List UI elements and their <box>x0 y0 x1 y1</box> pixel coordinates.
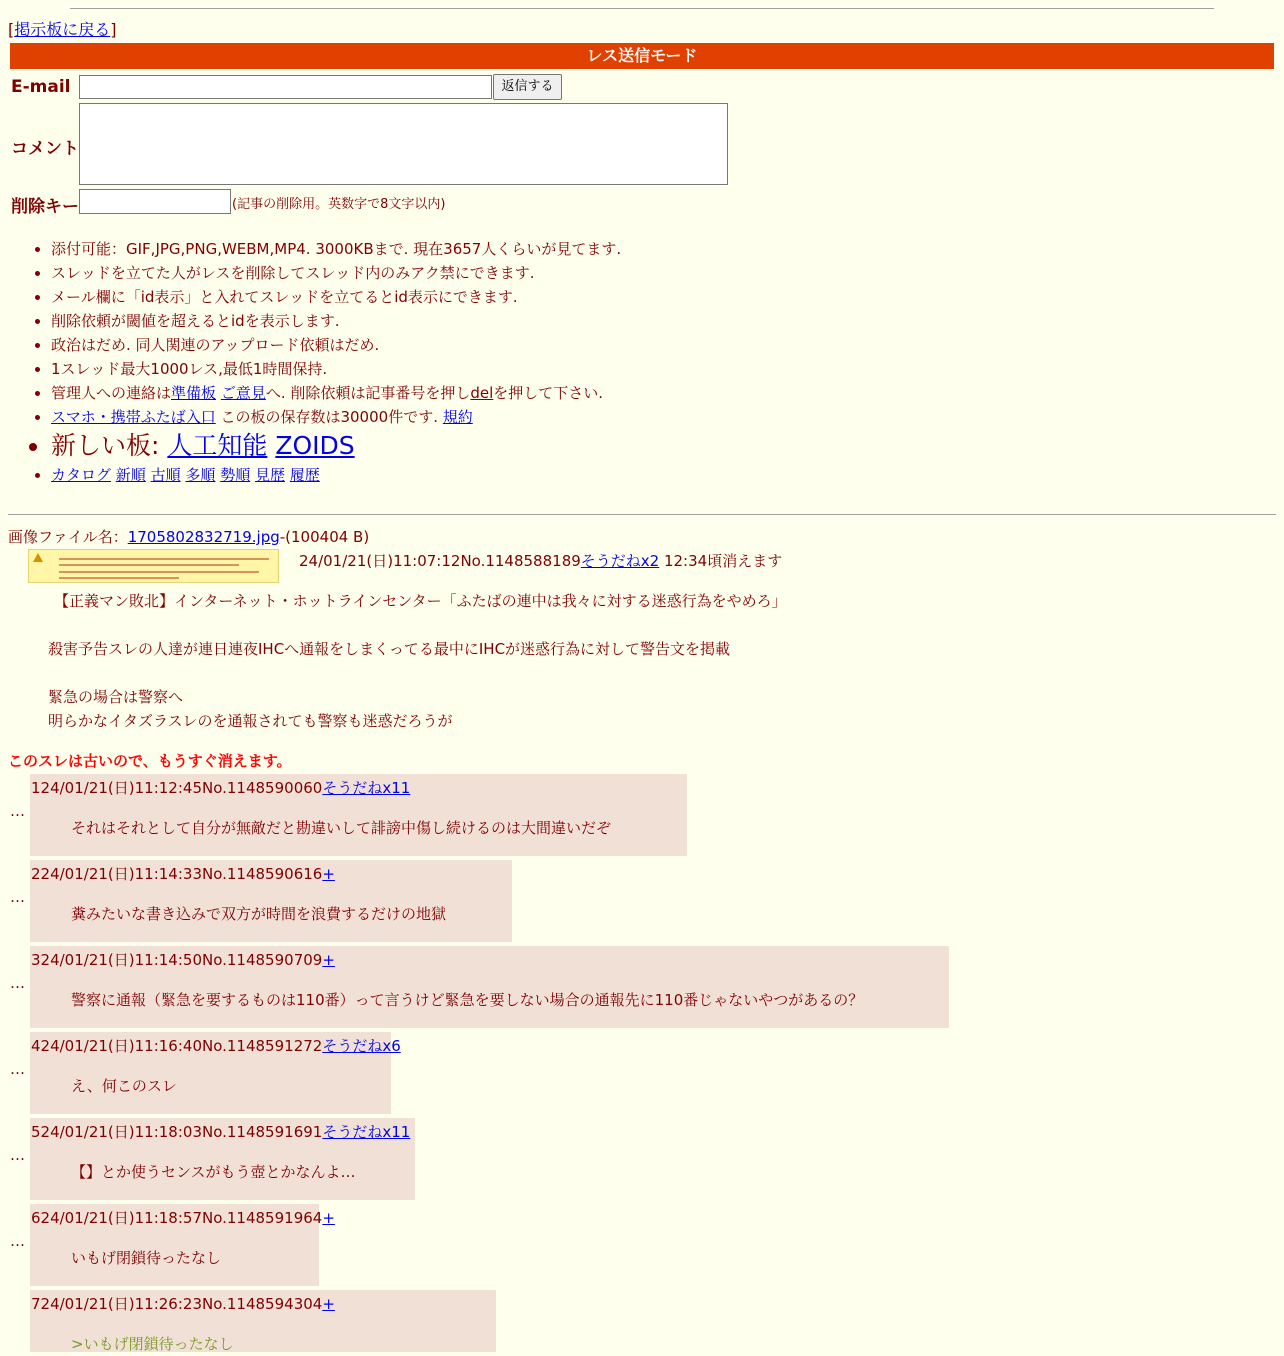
reply-meta[interactable]: 424/01/21(日)11:16:40No.1148591272 <box>31 1037 323 1055</box>
bracket-close: ] <box>110 20 117 39</box>
note-attach: • 添付可能：GIF,JPG,PNG,WEBM,MP4. 3000KBまで. 現在3657人くらいが見てます. <box>51 237 621 261</box>
reply-text: 【】とか使うセンスがもう壺とかなんよ… <box>71 1163 356 1181</box>
reply-sodane-link[interactable]: + <box>322 865 335 883</box>
rules-link[interactable]: 規約 <box>442 408 473 426</box>
op-line <box>48 613 781 637</box>
op-thumbnail[interactable] <box>28 549 279 583</box>
op-line: 【正義マン敗北】インターネット・ホットラインセンター「ふたばの連中は我々に対する迷惑行為をやめろ」 <box>54 592 787 610</box>
op-expire: 12:34頃消えます <box>659 552 783 570</box>
warning-icon <box>33 553 43 562</box>
op-meta <box>299 549 782 573</box>
reply-post <box>30 774 687 856</box>
email-input[interactable] <box>79 75 492 99</box>
reply-dots: … <box>10 802 25 820</box>
sort-many-link[interactable]: 多順 <box>185 466 216 484</box>
op-file-link[interactable]: 1705802832719.jpg <box>127 528 280 546</box>
email-label: E-mail <box>11 77 71 97</box>
reply-post <box>30 1204 335 1286</box>
reply-meta[interactable]: 524/01/21(日)11:18:03No.1148591691 <box>31 1123 323 1141</box>
thread-expiring-notice: このスレは古いので、もうすぐ消えます。 <box>8 752 292 770</box>
reply-quote-text: >いもげ閉鎖待ったなし <box>71 1335 234 1353</box>
back-to-board-link[interactable]: 掲示板に戻る <box>14 20 111 39</box>
reply-post <box>30 1032 401 1114</box>
note-politics: • 政治はだめ. 同人関連のアップロード依頼はだめ. <box>51 333 621 357</box>
sort-old-link[interactable]: 古順 <box>150 466 181 484</box>
history-link[interactable]: 履歴 <box>289 466 320 484</box>
comment-textarea[interactable] <box>79 103 728 185</box>
note-thread-limit: • 1スレッド最大1000レス,最低1時間保持. <box>51 357 621 381</box>
catalog-link[interactable]: カタログ <box>51 466 112 484</box>
back-row <box>8 19 117 41</box>
op-line: 明らかなイタズラスレのを通報されても警察も迷惑だろうが <box>48 712 453 730</box>
mobile-entrance-link[interactable]: スマホ・携帯ふたば入口 <box>51 408 216 426</box>
op-datetime-no[interactable]: 24/01/21(日)11:07:12No.1148588189 <box>299 552 581 570</box>
reply-post <box>30 1290 496 1352</box>
note-id-threshold: • 削除依頼が閾値を超えるとidを表示します. <box>51 309 621 333</box>
thread-divider <box>8 514 1276 515</box>
reply-meta[interactable]: 224/01/21(日)11:14:33No.1148590616 <box>31 865 323 883</box>
reply-dots: … <box>10 1146 25 1164</box>
reply-dots: … <box>10 974 25 992</box>
delete-key-label: 削除キー <box>11 197 79 217</box>
comment-label: コメント <box>11 139 79 159</box>
reply-dots: … <box>10 1232 25 1250</box>
note-id-display: • メール欄に「id表示」と入れてスレッドを立てるとid表示にできます. <box>51 285 621 309</box>
opinion-link[interactable]: ご意見 <box>220 384 266 402</box>
op-line: 緊急の場合は警察へ <box>48 688 184 706</box>
bracket-open: [ <box>8 20 15 39</box>
reply-sodane-link[interactable]: そうだねx6 <box>322 1037 401 1055</box>
view-history-link[interactable]: 見歴 <box>254 466 285 484</box>
zoids-board-link[interactable]: ZOIDS <box>275 431 355 460</box>
thumb-text-line <box>59 558 269 560</box>
note-nav <box>51 463 621 487</box>
op-sodane-link[interactable]: そうだねx2 <box>580 552 660 570</box>
note-thread-ban: • スレッドを立てた人がレスを削除してスレッド内のみアク禁にできます. <box>51 261 621 285</box>
reply-dots: … <box>10 1060 25 1078</box>
reply-sodane-link[interactable]: そうだねx11 <box>322 1123 411 1141</box>
reply-dots: … <box>10 888 25 906</box>
ai-board-link[interactable]: 人工知能 <box>167 431 268 460</box>
reply-post <box>30 946 949 1028</box>
op-body <box>48 589 787 733</box>
sort-new-link[interactable]: 新順 <box>115 466 146 484</box>
top-divider <box>70 8 1214 9</box>
reply-text: 警察に通報（緊急を要するものは110番）って言うけど緊急を要しない場合の通報先に110番じゃないやつがあるの？ <box>71 991 864 1009</box>
thumb-text-line <box>59 571 259 573</box>
thumb-text-line <box>59 564 239 566</box>
op-file-line: 画像ファイル名：1705802832719.jpg-(100404 B) <box>8 528 370 546</box>
del-label: del <box>470 384 494 402</box>
reply-text: それはそれとして自分が無敵だと勘違いして誹謗中傷し続けるのは大間違いだぞ <box>71 819 612 837</box>
reply-text: え、何このスレ <box>71 1077 177 1095</box>
delete-key-note: (記事の削除用。英数字で8文字以内) <box>232 197 446 212</box>
reply-meta[interactable]: 624/01/21(日)11:18:57No.1148591964 <box>31 1209 323 1227</box>
note-mobile: • スマホ・携帯ふたば入口 この板の保存数は30000件です. 規約 <box>51 405 621 429</box>
thumb-text-line <box>59 577 179 579</box>
reply-text: いもげ閉鎖待ったなし <box>71 1249 222 1267</box>
note-contact: • 管理人への連絡は準備板 ご意見へ. 削除依頼は記事番号を押しdelを押して下さい. <box>51 381 621 405</box>
reply-meta[interactable]: 724/01/21(日)11:26:23No.1148594304 <box>31 1295 323 1313</box>
board-notes <box>0 237 621 487</box>
reply-mode-bar: レス送信モード <box>10 43 1274 69</box>
delete-key-input[interactable] <box>79 189 231 214</box>
op-line <box>48 661 781 685</box>
reply-meta[interactable]: 324/01/21(日)11:14:50No.1148590709 <box>31 951 323 969</box>
reply-sodane-link[interactable]: + <box>322 951 335 969</box>
note-new-boards: • 新しい板: 人工知能 ZOIDS <box>51 429 621 463</box>
reply-post <box>30 1118 415 1200</box>
reply-submit-button[interactable]: 返信する <box>493 74 562 100</box>
reply-sodane-link[interactable]: + <box>322 1209 335 1227</box>
reply-sodane-link[interactable]: + <box>322 1295 335 1313</box>
reply-meta[interactable]: 124/01/21(日)11:12:45No.1148590060 <box>31 779 323 797</box>
reply-post <box>30 860 512 942</box>
reply-text: 糞みたいな書き込みで双方が時間を浪費するだけの地獄 <box>71 905 447 923</box>
sort-momentum-link[interactable]: 勢順 <box>220 466 251 484</box>
prep-board-link[interactable]: 準備板 <box>171 384 217 402</box>
reply-sodane-link[interactable]: そうだねx11 <box>322 779 411 797</box>
op-line: 殺害予告スレの人達が連日連夜IHCへ通報をしまくってる最中にIHCが迷惑行為に対して警告文を掲載 <box>48 640 731 658</box>
